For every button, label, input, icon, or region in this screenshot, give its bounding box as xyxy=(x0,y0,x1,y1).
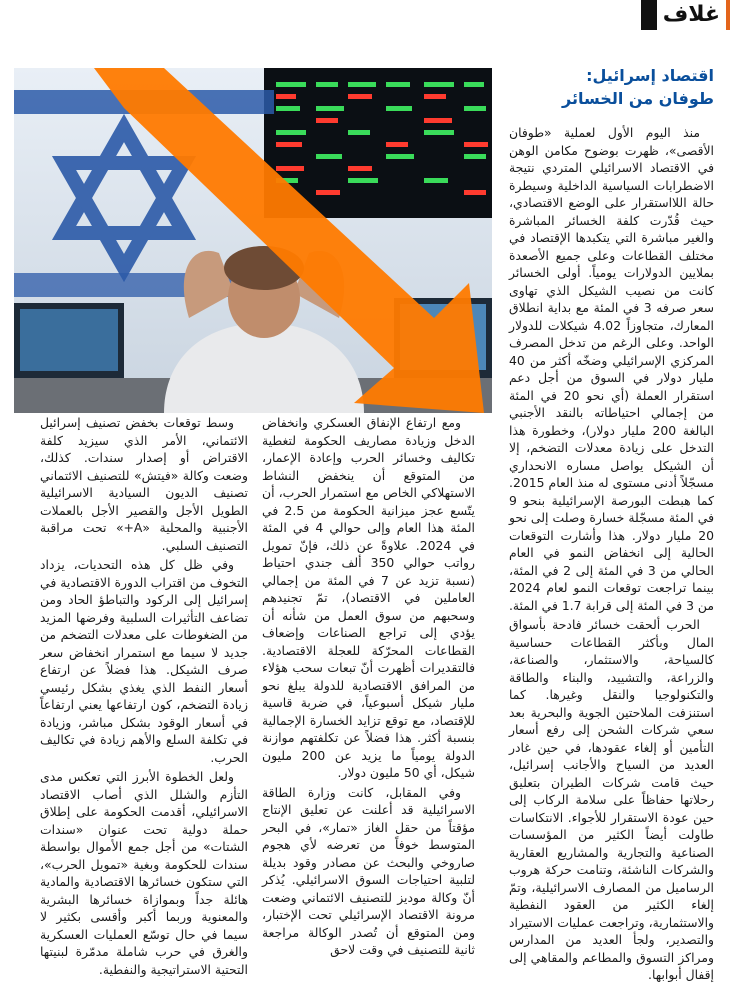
paragraph: وفي ظل كل هذه التحديات، يزداد التخوف من اقتراب الدورة الاقتصادية في إسرائيل إلى الركود والتباطؤ الحاد ومن تضاعف التأثيرات السلبية وفرضها المزيد من الضغوطات على معدلات التضخم من جديد لا سيما مع استمرار انخفاض سعر صرف الشيكل. هذا فضلاً عن ارتفاع أسعار النفط الذي يغذي بشكل رئيسي زيادة التضخم، كون ارتفاعها يعني ارتفاعاً في أسعار الوقود بشكل مباشر، وزيادة في تكلفة السلع والأهم زيادة في تكاليف الحرب. xyxy=(40,557,248,765)
headline-title: طوفان من الخسائر xyxy=(562,89,714,108)
trader-photo-illustration xyxy=(14,68,492,413)
article-column-left xyxy=(40,414,248,977)
paragraph: ومع ارتفاع الإنفاق العسكري وانخفاض الدخل وزيادة مصاريف الحكومة لتغطية تكاليف وخسائر الحرب وإعادة الإعمار، من المتوقع أن ينخفض النشاط الاستهلاكي الخاص مع استمرار الحرب، أن يتّسع عجز ميزانية الحكومة من 2.5 في المئة هذا العام وإلى حوالي 4 في المئة في 2024. علاوةً عن ذلك، فإنّ تمويل رواتب حوالي 350 ألف جندي احتياط (نسبة تزيد عن 7 في المئة من إجمالي العاملين في الاقتصاد)، تمّ تجنيدهم وسحبهم من سوق العمل من شأنه أن يؤدي إلى تراجع الصناعات وإضعاف القطاعات المحرّكة للعجلة الاقتصادية. فالتقديرات أظهرت أنّ تبعات سحب هؤلاء من المرافق الاقتصادية للدولة يبلغ نحو مليار شيكل أسبوعياً، في ضربة قاسية للإقتصاد، مع توقع تزايد الخسارة الإجمالية بنسبة أكثر. هذا فضلاً عن تكلفتهم موازنة الدولة يومياً ما يزيد عن 200 مليون شيكل، أي 50 مليون دولار. xyxy=(262,415,475,780)
article-headline xyxy=(504,66,714,108)
paragraph: منذ اليوم الأول لعملية «طوفان الأقصى»، ظهرت بوضوح مكامن الوهن في الاقتصاد الاسرائيلي المتردي نتيجة الاضطرابات السياسية الداخلية وسيطرة حالة اللااستقرار على الوضع الاقتصادي، حيث قُدّرت كلفة الخسائر المباشرة والغير مباشرة التي يتكبدها الإقتصاد في مختلف القطاعات وعلى جميع الأصعدة بملايين الدولارات يومياً. أولى الخسائر كانت من نصيب الشيكل الذي تهاوى سعر صرفه 3 في المئة مع بداية انطلاق المعارك، متجاوزاً 4.02 شيكلات للدولار الواحد. وعلى الرغم من تدخل المصرف المركزي الإسرائيلي وضخّه أكثر من 40 مليار دولار في السوق من أجل دعم استقرار العملة (أي نحو 20 في المئة من إجمالي احتياطاته بالنقد الأجنبي البالغة 200 مليار دولار)، وخطورة هذا التدخل على زيادة معدلات التضخم، إلا أن الشيكل يواصل مساره الانحداري مسجّلاً أدنى مستوى له منذ العام 2015. كما هبطت البورصة الإسرائيلية بنحو 9 في المئة مسجّلة خسارة وصلت إلى نحو 20 مليار دولار. هذا وأشارت التوقعات الحالية إلى انخفاض النمو في العام الحالي من 3 في المئة إلى 2 في المئة، بينما تراجعت توقعات النمو لعام 2024 من 3 في المئة إلى قرابة 1.7 في المئة. xyxy=(508,125,714,613)
article-column-right xyxy=(508,124,714,982)
paragraph: ولعل الخطوة الأبرز التي تعكس مدى التأزم والشلل الذي أصاب الاقتصاد الاسرائيلي، أقدمت الحكومة على إطلاق حملة دولية تحت عنوان «سندات الشتات» من أجل جمع الأموال بواسطة سندات للحكومة وبغية «تمويل الحرب»، التي ستكون خسائرها الاقتصادية والمادية هائلة جداً وبموازاة خسائرها البشرية والمعنوية وربما أكبر وأقسى بكثير لا سيما في حال توسّع العمليات العسكرية والغرق في حرب شاملة مدمّرة لبنيتها التحتية الاستراتيجية والنفطية. xyxy=(40,769,248,977)
paragraph: الحرب ألحقت خسائر فادحة بأسواق المال وبأكثر القطاعات حساسية كالسياحة، والاستثمار، والصناعة، والزراعة، والتشييد، والبناء والطاقة والتكنولوجيا والنقل وغيرها. كما استنزفت الملاحتين الجوية والبحرية بعد سعي شركات الشحن إلى رفع أسعار التأمين أو إلغاء عقودها، في حين غادر العديد من السياح والأجانب إسرائيل، حيث قامت شركات الطيران بتعليق رحلاتها حفاظاً على سلامة الركاب إلى حين عودة الاستقرار للأجواء. الانتكاسات طاولت أيضاً الكثير من المؤسسات الصناعية والتجارية والمشاريع العقارية والشركات الناشئة، وتنامت حركة هروب الرساميل من المصارف الاسرائيلية، وتمّ إلغاء الكثير من العقود النفطية والاستثمارية، وتراجعت عمليات الاستيراد والتصدير، ولجأ العديد من المدارس ومراكز التسوق والمطاعم والمقاهي إلى إقفال أبوابها. xyxy=(509,617,714,982)
masthead-accent-bar xyxy=(726,0,730,30)
paragraph: وفي المقابل، كانت وزارة الطاقة الاسرائيلية قد أعلنت عن تعليق الإنتاج مؤقتاً من حقل الغاز «تمار»، في البحر المتوسط خوفاً من تعرضه لأي هجوم صاروخي والبحث عن مصادر وقود بديلة لتلبية احتياجات السوق الاسرائيلي. يُذكر أنّ وكالة موديز للتصنيف الائتماني وضعت مرونة الاقتصاد الإسرائيلي تحت الإختبار، ومن المتوقع أن تُصدر الوكالة مراجعة ثانية للتصنيف في وقت لاحق xyxy=(262,784,475,957)
section-title: غلاف xyxy=(657,0,726,30)
masthead-block xyxy=(641,0,657,30)
masthead xyxy=(641,0,730,30)
article-photo xyxy=(14,68,492,413)
paragraph: وسط توقعات بخفض تصنيف إسرائيل الائتماني، الأمر الذي سيزيد كلفة الاقتراض أو إصدار سندات. كذلك، وضعت وكالة «فيتش» للتصنيف الائتماني تصنيف الديون السيادية الاسرائيلية الطويل الأجل والقصير الأجل بالعملات الأجنبية والمحلية «A+» تحت مراقبة التصنيف السلبي. xyxy=(40,415,248,553)
article-column-middle xyxy=(262,414,475,974)
headline-kicker: اقتصاد إسرائيل: xyxy=(586,66,714,85)
